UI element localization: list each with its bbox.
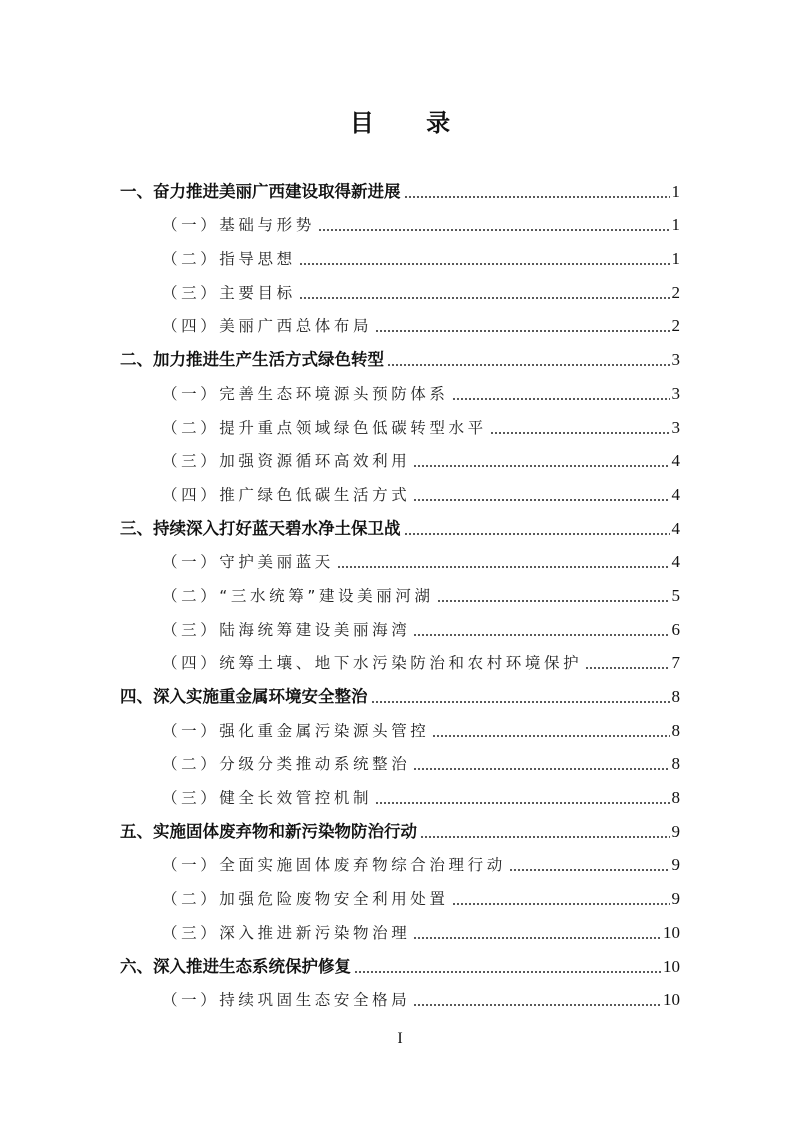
entry-label: （一）强化重金属污染源头管控 (162, 721, 430, 740)
dot-leader (337, 566, 670, 568)
entry-label: 三、持续深入打好蓝天碧水净土保卫战 (120, 518, 401, 538)
toc-title: 目 录 (349, 109, 473, 137)
dot-leader (413, 1004, 661, 1006)
dot-leader (413, 499, 669, 501)
toc-section-entry[interactable] (120, 172, 680, 206)
entry-label: （二）分级分类推动系统整治 (162, 755, 411, 774)
toc-subsection-entry[interactable] (120, 711, 680, 745)
entry-page-number: 8 (671, 754, 680, 774)
entry-page-number: 9 (671, 821, 680, 841)
dot-leader (437, 600, 670, 602)
dot-leader (432, 735, 669, 737)
dot-leader (452, 398, 670, 400)
dot-leader (413, 465, 669, 467)
toc-subsection-entry[interactable] (120, 543, 680, 577)
entry-label: 一、奋力推进美丽广西建设取得新进展 (120, 181, 401, 201)
entry-label: （二）加强危险废物安全利用处置 (162, 890, 449, 909)
entry-label: （四）推广绿色低碳生活方式 (162, 485, 411, 504)
entry-label: 六、深入推进生态系统保护修复 (120, 956, 351, 976)
entry-page-number: 8 (671, 788, 680, 808)
dot-leader (375, 802, 669, 804)
entry-label: 五、实施固体废弃物和新污染物防治行动 (120, 821, 417, 841)
dot-leader (354, 971, 661, 973)
entry-label: （三）陆海统筹建设美丽海湾 (162, 620, 411, 639)
toc-section-entry[interactable] (120, 947, 680, 981)
toc-subsection-entry[interactable] (120, 408, 680, 442)
toc-subsection-entry[interactable] (120, 307, 680, 341)
entry-label: （二）“三水统筹”建设美丽河湖 (162, 586, 434, 605)
entry-page-number: 1 (671, 181, 680, 201)
toc-subsection-entry[interactable] (120, 239, 680, 273)
entry-page-number: 10 (663, 922, 680, 942)
dot-leader (299, 263, 670, 265)
page-number: I (397, 1030, 403, 1047)
entry-page-number: 8 (671, 687, 680, 706)
dot-leader (318, 229, 670, 231)
entry-label: 二、加力推进生产生活方式绿色转型 (120, 350, 384, 370)
entry-page-number: 2 (671, 316, 680, 336)
toc-section-entry[interactable] (120, 340, 680, 374)
toc-subsection-entry[interactable] (120, 879, 680, 913)
toc-subsection-entry[interactable] (120, 778, 680, 812)
entry-label: （四）美丽广西总体布局 (162, 317, 373, 336)
entry-page-number: 8 (671, 720, 680, 740)
toc-subsection-entry[interactable] (120, 913, 680, 947)
entry-page-number: 4 (671, 552, 680, 572)
entry-page-number: 10 (663, 956, 680, 976)
entry-page-number: 3 (671, 383, 680, 403)
entry-page-number: 2 (671, 282, 680, 302)
entry-label: （三）加强资源循环高效利用 (162, 452, 411, 471)
toc-subsection-entry[interactable] (120, 475, 680, 509)
dot-leader (413, 634, 669, 636)
toc-subsection-entry[interactable] (120, 374, 680, 408)
toc-subsection-entry[interactable] (120, 610, 680, 644)
entry-label: （一）完善生态环境源头预防体系 (162, 384, 449, 403)
dot-leader (404, 196, 670, 198)
dot-leader (452, 903, 670, 905)
toc-section-entry[interactable] (120, 677, 680, 711)
entry-label: （二）提升重点领域绿色低碳转型水平 (162, 418, 487, 437)
entry-label: （一）全面实施固体废弃物综合治理行动 (162, 856, 506, 875)
entry-page-number: 3 (671, 350, 680, 370)
dot-leader (585, 667, 669, 669)
dot-leader (387, 364, 670, 366)
entry-page-number: 4 (671, 451, 680, 471)
entry-page-number: 5 (671, 585, 680, 605)
entry-page-number: 1 (671, 249, 680, 269)
entry-page-number: 9 (671, 855, 680, 875)
table-of-contents (120, 172, 680, 1014)
dot-leader (371, 701, 670, 703)
entry-page-number: 4 (671, 518, 680, 538)
toc-section-entry[interactable] (120, 812, 680, 846)
entry-page-number: 1 (671, 215, 680, 235)
entry-page-number: 4 (671, 484, 680, 504)
dot-leader (413, 768, 669, 770)
entry-label: （一）守护美丽蓝天 (162, 553, 334, 572)
toc-section-entry[interactable] (120, 509, 680, 543)
toc-subsection-entry[interactable] (120, 273, 680, 307)
toc-subsection-entry[interactable] (120, 442, 680, 476)
entry-label: （二）指导思想 (162, 250, 296, 269)
entry-label: （三）健全长效管控机制 (162, 789, 373, 808)
toc-subsection-entry[interactable] (120, 576, 680, 610)
toc-subsection-entry[interactable] (120, 745, 680, 779)
dot-leader (375, 330, 669, 332)
entry-label: （三）深入推进新污染物治理 (162, 923, 411, 942)
toc-subsection-entry[interactable] (120, 644, 680, 678)
entry-label: 四、深入实施重金属环境安全整治 (120, 687, 368, 706)
entry-page-number: 3 (671, 417, 680, 437)
entry-page-number: 6 (671, 619, 680, 639)
dot-leader (420, 836, 670, 838)
entry-page-number: 10 (663, 990, 680, 1010)
toc-subsection-entry[interactable] (120, 206, 680, 240)
toc-subsection-entry[interactable] (120, 981, 680, 1015)
dot-leader (299, 297, 670, 299)
dot-leader (490, 432, 670, 434)
entry-label: （四）统筹土壤、地下水污染防治和农村环境保护 (162, 654, 583, 673)
entry-label: （一）持续巩固生态安全格局 (162, 991, 411, 1010)
dot-leader (413, 937, 661, 939)
dot-leader (404, 533, 670, 535)
dot-leader (509, 869, 670, 871)
entry-page-number: 7 (671, 653, 680, 673)
entry-page-number: 9 (671, 889, 680, 909)
toc-subsection-entry[interactable] (120, 846, 680, 880)
entry-label: （三）主要目标 (162, 283, 296, 302)
entry-label: （一）基础与形势 (162, 216, 315, 235)
